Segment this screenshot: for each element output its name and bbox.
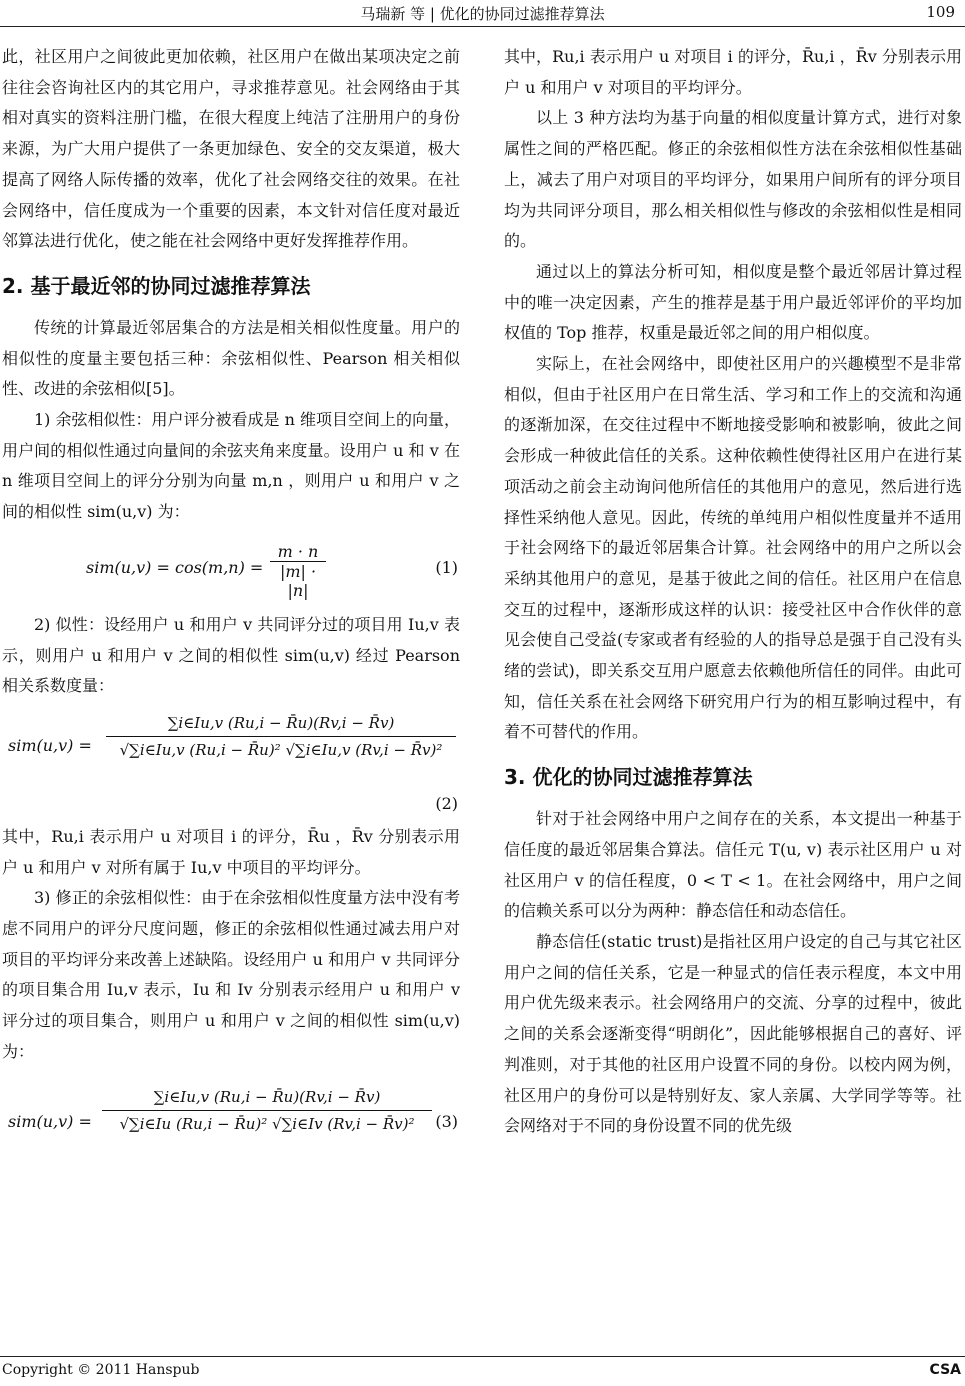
eq3-lhs: sim(u,v) = (8, 1111, 92, 1131)
eq3-denominator: √∑i∈Iu (Ru,i − R̄u)² √∑i∈Iv (Rv,i − R̄v)² (119, 1114, 415, 1133)
eq3-numerator: ∑i∈Iu,v (Ru,i − R̄u)(Rv,i − R̄v) (153, 1087, 381, 1106)
right-paragraph-1: 其中，Ru,i 表示用户 u 对项目 i 的评分，R̄u,i ，R̄v 分别表示用户 u 和用户 v 对项目的平均评分。 (504, 47, 962, 97)
eq1-lhs: sim(u,v) = cos(m,n) = (86, 557, 264, 577)
left-paragraph-2: 传统的计算最近邻居集合的方法是相关相似性度量。用户的相似性的度量主要包括三种：余弦相似性、Pearson 相关相似性、改进的余弦相似[5]。 (2, 317, 460, 399)
eq1-numerator: m · n (277, 541, 319, 561)
right-paragraph-4: 实际上，在社会网络中，即使社区用户的兴趣模型不是非常相似，但由于社区用户在日常生活、学习和工作上的交流和沟通的逐渐加深，在交往过程中不断地接受影响和被影响，彼此之间会形成一种彼此信任的关系。这种依赖性使得社区用户在进行某项活动之前会主动询问他所信任的其他用户的意见，然后进行选择性采纳他人意见。因此，传统的单纯用户相似性度量并不适用于社会网络下的最近邻居集合计算。社会网络中的用户之所以会采纳其他用户的意见，是基于彼此之间的信任。社区用户在信息交互的过程中，逐渐形成这样的认识：接受社区中合作伙伴的意见会使自己受益(专家或者有经验的人的指导总是强于自己没有头绪的尝试)，即关系交互用户愿意去依赖他所信任的同伴。由此可知，信任关系在社会网络下研究用户行为的相互影响过程中，有着不可替代的作用。 (504, 354, 962, 742)
footer-rule (0, 1356, 965, 1357)
page-number: 109 (926, 3, 955, 21)
eq2-denominator: √∑i∈Iu,v (Ru,i − R̄u)² √∑i∈Iu,v (Rv,i − R̄v)² (119, 740, 443, 759)
eq3-fraction (102, 1088, 432, 1133)
eq2-number: (2) (435, 793, 458, 813)
eq2-fraction-line (106, 736, 456, 737)
copyright-text: Copyright © 2011 Hanspub (2, 1362, 200, 1378)
left-paragraph-6: 3) 修正的余弦相似性：由于在余弦相似性度量方法中没有考虑不同用户的评分尺度问题，修正的余弦相似性通过减去用户对项目的平均评分来改善上述缺陷。设经用户 u 和用户 v 共同评分的项目集合用 Iu,v 表示，Iu 和 Iv 分别表示经用户 u 和用户 v 评分过的项目集合，则用户 u 和用户 v 之间的相似性 sim(u,v) 为： (2, 888, 460, 1061)
left-paragraph-5: 其中，Ru,i 表示用户 u 对项目 i 的评分，R̄u ，R̄v 分别表示用户 u 和用户 v 对所有属于 Iu,v 中项目的平均评分。 (2, 826, 460, 877)
left-paragraph-1: 此，社区用户之间彼此更加依赖，社区用户在做出某项决定之前往往会咨询社区内的其它用户，寻求推荐意见。社会网络由于其相对真实的资料注册门槛，在很大程度上纯洁了注册用户的身份来源，为广大用户提供了一条更加绿色、安全的交友渠道，极大提高了网络人际传播的效率，优化了社会网络交往的效果。在社会网络中，信任度成为一个重要的因素，本文针对信任度对最近邻算法进行优化，使之能在社会网络中更好发挥推荐作用。 (2, 47, 460, 251)
right-paragraph-5: 针对于社会网络中用户之间存在的关系，本文提出一种基于信任度的最近邻居集合算法。信任元 T(u, v) 表示社区用户 u 对社区用户 v 的信任程度，0 < T < 1。在社会网络中，用户之间的信赖关系可以分为两种：静态信任和动态信任。 (504, 809, 962, 921)
page-header (0, 0, 965, 28)
equation-1 (2, 528, 460, 610)
right-paragraph-3: 通过以上的算法分析可知，相似度是整个最近邻居计算过程中的唯一决定因素，产生的推荐是基于用户最近邻评价的平均加权值的 Top 推荐，权重是最近邻之间的用户相似度。 (504, 261, 962, 343)
eq1-denominator: |m| · |n| (279, 561, 317, 600)
section-3-heading: 3. 优化的协同过滤推荐算法 (504, 765, 753, 790)
eq1-number: (1) (435, 557, 458, 577)
running-title: 马瑞新 等 | 优化的协同过滤推荐算法 (360, 5, 605, 23)
eq3-number: (3) (435, 1111, 458, 1131)
eq2-numerator: ∑i∈Iu,v (Ru,i − R̄u)(Rv,i − R̄v) (167, 713, 395, 732)
page-footer (0, 1356, 965, 1384)
left-paragraph-4: 2) 似性：设经用户 u 和用户 v 共同评分过的项目用 Iu,v 表示，则用户 u 和用户 v 之间的相似性 sim(u,v) 经过 Pearson 相关系数度量： (2, 614, 460, 696)
left-column (2, 42, 460, 1180)
equation-2 (2, 702, 460, 822)
left-paragraph-3: 1) 余弦相似性：用户评分被看成是 n 维项目空间上的向量，用户间的相似性通过向量间的余弦夹角来度量。设用户 u 和 v 在 n 维项目空间上的评分分别为向量 m,n ，则用户 u 和用户 v 之间的相似性 sim(u,v) 为： (2, 410, 460, 522)
eq2-lhs: sim(u,v) = (8, 735, 92, 755)
eq3-fraction-line (102, 1110, 432, 1111)
right-column (504, 42, 962, 1142)
eq1-fraction (270, 542, 326, 600)
journal-abbrev: CSA (929, 1362, 961, 1378)
right-paragraph-6: 静态信任(static trust)是指社区用户设定的自己与其它社区用户之间的信任关系，它是一种显式的信任表示程度，本文中用用户优先级来表示。社会网络用户的交流、分享的过程中，彼此之间的关系会逐渐变得“明朗化”，因此能够根据自己的喜好、评判准则，对于其他的社区用户设置不同的身份。以校内网为例，社区用户的身份可以是特别好友、家人亲属、大学同学等等。社会网络对于不同的身份设置不同的优先级 (504, 931, 962, 1136)
equation-3 (2, 1068, 460, 1180)
header-rule (0, 26, 965, 27)
section-2-heading: 2. 基于最近邻的协同过滤推荐算法 (2, 273, 311, 298)
right-paragraph-2: 以上 3 种方法均为基于向量的相似度量计算方式，进行对象属性之间的严格匹配。修正的余弦相似性方法在余弦相似性基础上，减去了用户对项目的平均评分，如果用户间所有的评分项目均为共同评分项目，那么相关相似性与修改的余弦相似性是相同的。 (504, 108, 962, 251)
eq2-fraction (106, 714, 456, 759)
